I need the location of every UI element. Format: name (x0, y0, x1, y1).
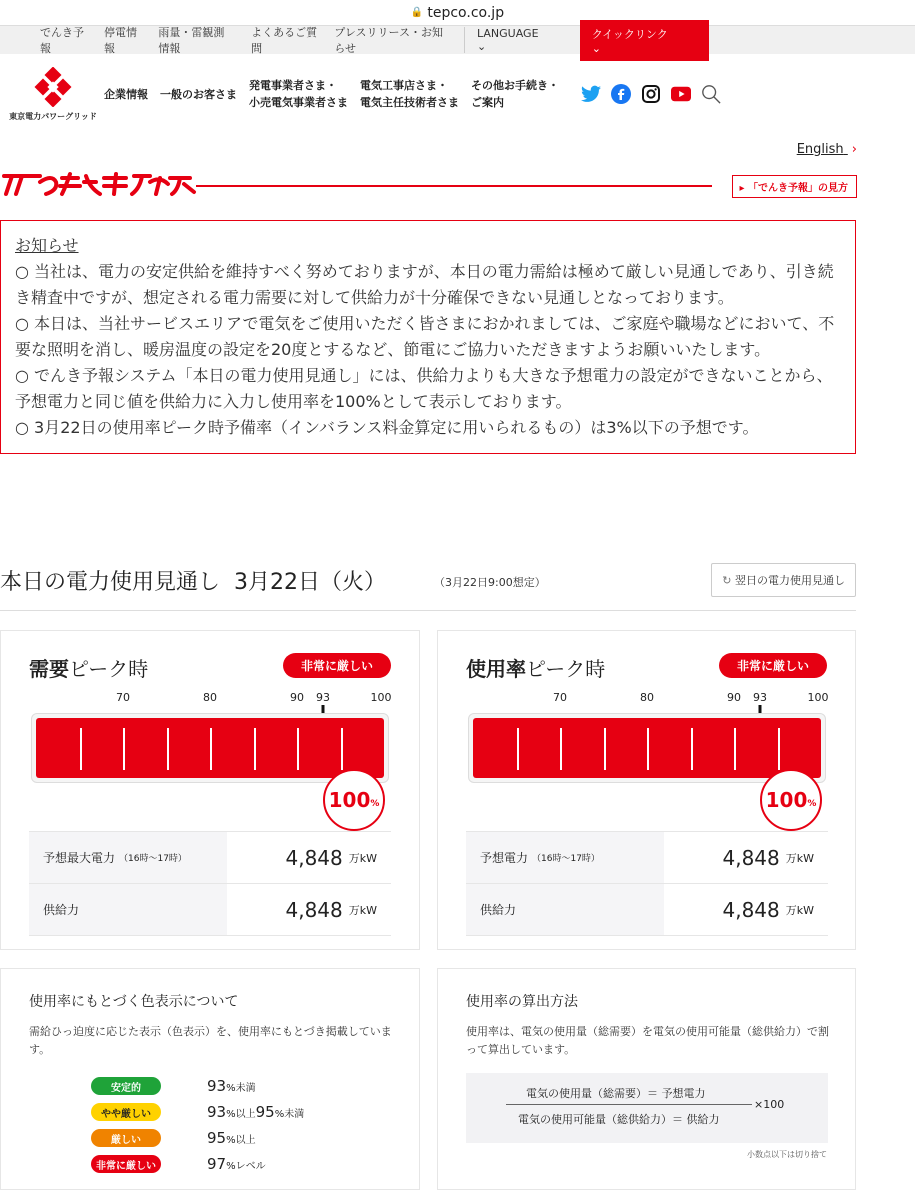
title-rest: ピーク時 (69, 657, 149, 681)
row-label (466, 884, 664, 935)
usage-gauge-fill (36, 718, 384, 778)
percent-unit: % (370, 799, 380, 809)
lock-icon: 🔒 (410, 7, 424, 18)
card-title (466, 653, 605, 682)
howto-link[interactable] (732, 175, 857, 198)
url-bar[interactable] (0, 0, 915, 26)
gauge-line (604, 728, 606, 770)
gauge-line (778, 728, 780, 770)
utility-nav (0, 26, 915, 54)
tick-label: 80 (640, 691, 654, 704)
legend-desc (207, 1155, 266, 1173)
twitter-icon[interactable] (581, 84, 601, 104)
usage-gauge (31, 713, 389, 783)
title-bold: 需要 (29, 657, 69, 681)
logo-text: 東京電力パワーグリッド (9, 111, 97, 121)
formula-numerator: 電気の使用量（総需要）＝ 予想電力 (526, 1087, 706, 1100)
tick-label: 100 (370, 691, 392, 704)
percent-unit: % (807, 799, 817, 809)
gauge-line (123, 728, 125, 770)
refresh-icon: ↻ (722, 574, 732, 587)
search-icon[interactable] (701, 84, 721, 104)
chevron-down-icon: ⌄ (477, 40, 487, 53)
rounding-note: 小数点以下は切り捨て (747, 1150, 827, 1159)
as-of-time: （3月22日9:00想定） (434, 576, 546, 589)
row-value (227, 832, 391, 883)
status-badge: 非常に厳しい (719, 653, 827, 678)
gauge-line (341, 728, 343, 770)
page-title: 本日の電力使用見通し 3月22日（火） (0, 570, 386, 595)
nav-label: 企業情報 (104, 87, 148, 101)
social-links (581, 84, 721, 104)
tepco-logo-mark (33, 67, 73, 107)
legend-num: 93 (207, 1103, 227, 1121)
notice-paragraph: ○ 当社は、電力の安定供給を維持すべく努めておりますが、本日の電力需給は極めて厳しい見通しであり、引き続き精査中ですが、想定される電力需要に対して供給力が十分確保できない見通しとなっております。 (15, 262, 834, 307)
legend-num: 95 (255, 1103, 275, 1121)
usage-percent-bubble (323, 769, 385, 831)
tick-label: 90 (727, 691, 741, 704)
nav-label: 電気工事店さま・ (360, 79, 448, 92)
notice-title: お知らせ (15, 236, 79, 255)
legend-pill-tight: 厳しい (91, 1129, 161, 1147)
value-unit: 万kW (785, 851, 814, 865)
tick-label: 93 (753, 691, 767, 704)
legend-num: 93 (207, 1077, 227, 1095)
label-sub: （16時〜17時） (119, 854, 187, 864)
legend-unit: %以上 (226, 1135, 256, 1146)
chevron-down-icon: ⌄ (591, 41, 601, 55)
gauge-line (517, 728, 519, 770)
status-badge: 非常に厳しい (283, 653, 391, 678)
legend-unit: %レベル (226, 1161, 266, 1172)
value-number: 4,848 (285, 845, 343, 870)
legend-row (91, 1125, 304, 1151)
legend-unit: %未満 (226, 1083, 256, 1094)
nav-item-contractors[interactable] (360, 77, 459, 111)
card-text: 使用率は、電気の使用量（総需要）を電気の使用可能量（総供給力）で割って算出しています。 (466, 1025, 829, 1056)
color-legend-card (0, 968, 420, 1190)
usage-percent-bubble (760, 769, 822, 831)
triangle-right-icon: ▸ (739, 183, 745, 194)
tick-label: 100 (807, 691, 829, 704)
legend-desc (207, 1077, 256, 1095)
fraction-line (506, 1104, 752, 1105)
label-text: 供給力 (480, 903, 517, 917)
usage-peak-card (437, 630, 856, 950)
next-day-button[interactable] (711, 563, 856, 597)
usage-gauge (468, 713, 826, 783)
tick-label: 90 (290, 691, 304, 704)
notice-box (0, 220, 856, 454)
card-text: 需給ひっ迫度に応じた表示（色表示）を、使用率にもとづき掲載しています。 (29, 1025, 392, 1056)
legend-pill-very-tight: 非常に厳しい (91, 1155, 161, 1173)
tick-label: 93 (316, 691, 330, 704)
language-label: LANGUAGE (477, 27, 539, 40)
nav-label: その他お手続き・ (471, 79, 559, 92)
gauge-line (560, 728, 562, 770)
instagram-icon[interactable] (641, 84, 661, 104)
legend-row (91, 1099, 304, 1125)
main-nav (104, 77, 571, 111)
nav-label: ご案内 (471, 96, 504, 109)
value-unit: 万kW (785, 903, 814, 917)
usage-formula (466, 1073, 828, 1143)
legend-unit: %以上 (226, 1109, 256, 1120)
english-link[interactable] (797, 142, 857, 157)
value-table (466, 831, 828, 936)
utility-nav-item[interactable]: よくあるご質問 (251, 26, 318, 55)
value-number: 4,848 (285, 897, 343, 922)
gauge-line (167, 728, 169, 770)
usage-percent: 100 (328, 788, 371, 812)
legend-num: 95 (207, 1129, 227, 1147)
legend-pill-somewhat-tight: やや厳しい (91, 1103, 161, 1121)
tick-label: 80 (203, 691, 217, 704)
gauge-line (297, 728, 299, 770)
card-title: 使用率の算出方法 (466, 994, 578, 1010)
row-value (664, 832, 828, 883)
gauge-line (691, 728, 693, 770)
usage-gauge-fill (473, 718, 821, 778)
gauge-ticks (33, 691, 392, 711)
logo[interactable] (8, 67, 98, 122)
value-number: 4,848 (722, 897, 780, 922)
english-label: English (796, 142, 844, 157)
notice-paragraph: ○ 3月22日の使用率ピーク時予備率（インバランス料金算定に用いられるもの）は3%以下の予想です。 (15, 418, 759, 437)
nav-item-generators[interactable] (249, 77, 348, 111)
tick-label: 70 (553, 691, 567, 704)
threshold-marker (322, 705, 325, 713)
usage-percent: 100 (765, 788, 808, 812)
color-legend (91, 1073, 304, 1177)
gauge-ticks (470, 691, 829, 711)
howto-label: 「でんき予報」の見方 (748, 183, 848, 194)
value-unit: 万kW (348, 851, 377, 865)
calc-method-card (437, 968, 856, 1190)
label-text: 予想最大電力 (43, 851, 116, 865)
notice-paragraph: ○ でんき予報システム「本日の電力使用見通し」には、供給力よりも大きな予想電力の設定ができないことから、予想電力と同じ値を供給力に入力し使用率を100%として表示しております。 (15, 366, 833, 411)
chevron-right-icon: › (851, 142, 857, 157)
utility-nav-item[interactable]: でんき予報 (40, 26, 84, 55)
url-text: tepco.co.jp (427, 4, 505, 21)
quick-link-label: クイックリンク (591, 27, 668, 41)
language-menu[interactable] (464, 27, 570, 53)
nav-label: 一般のお客さま (160, 87, 237, 101)
forecast-header (0, 563, 856, 611)
gauge-line (80, 728, 82, 770)
facebook-icon[interactable] (611, 84, 631, 104)
legend-desc (207, 1103, 304, 1121)
formula-denominator: 電気の使用可能量（総供給力）＝ 供給力 (518, 1113, 720, 1126)
tick-label: 70 (116, 691, 130, 704)
value-table (29, 831, 391, 936)
table-row (29, 832, 391, 884)
utility-nav-item[interactable]: プレスリリース・お知らせ (334, 26, 443, 55)
gauge-line (254, 728, 256, 770)
nav-item-other[interactable] (471, 77, 559, 111)
legend-desc (207, 1129, 256, 1147)
card-title (29, 653, 148, 682)
row-label (29, 884, 227, 935)
legend-pill-stable: 安定的 (91, 1077, 161, 1095)
row-value (227, 884, 391, 935)
legend-row (91, 1151, 304, 1177)
notice-paragraph: ○ 本日は、当社サービスエリアで電気をご使用いただく皆さまにおかれましては、ご家庭や職場などにおいて、不要な照明を消し、暖房温度の設定を20度とするなど、節電にご協力いただきますようお願いいたします。 (15, 314, 835, 359)
legend-num: 97 (207, 1155, 227, 1173)
legend-row (91, 1073, 304, 1099)
nav-label: 発電事業者さま・ (249, 79, 337, 92)
utility-nav-item[interactable]: 停電情報 (103, 26, 137, 55)
formula-multiplier: ×100 (754, 1098, 785, 1111)
gauge-line (734, 728, 736, 770)
nav-label: 小売電気事業者さま (249, 96, 348, 109)
threshold-marker (759, 705, 762, 713)
value-unit: 万kW (348, 903, 377, 917)
label-text: 予想電力 (480, 851, 529, 865)
row-label (29, 832, 227, 883)
utility-nav-item[interactable]: 雨量・雷観測情報 (158, 26, 225, 55)
title-bold: 使用率 (466, 657, 526, 681)
value-number: 4,848 (722, 845, 780, 870)
demand-peak-card (0, 630, 420, 950)
gauge-line (647, 728, 649, 770)
gauge-line (210, 728, 212, 770)
card-title: 使用率にもとづく色表示について (29, 994, 239, 1010)
next-day-label: 翌日の電力使用見通し (735, 574, 845, 587)
row-label (466, 832, 664, 883)
label-sub: （16時〜17時） (532, 854, 600, 864)
nav-item-corporate[interactable] (104, 86, 148, 103)
title-rest: ピーク時 (526, 657, 606, 681)
nav-item-general[interactable] (160, 86, 237, 103)
label-text: 供給力 (43, 903, 80, 917)
table-row (466, 884, 828, 936)
row-value (664, 884, 828, 935)
table-row (29, 884, 391, 936)
nav-label: 電気主任技術者さま (360, 96, 459, 109)
table-row (466, 832, 828, 884)
youtube-icon[interactable] (671, 84, 691, 104)
main-header (0, 54, 915, 134)
legend-unit: %未満 (274, 1109, 305, 1120)
